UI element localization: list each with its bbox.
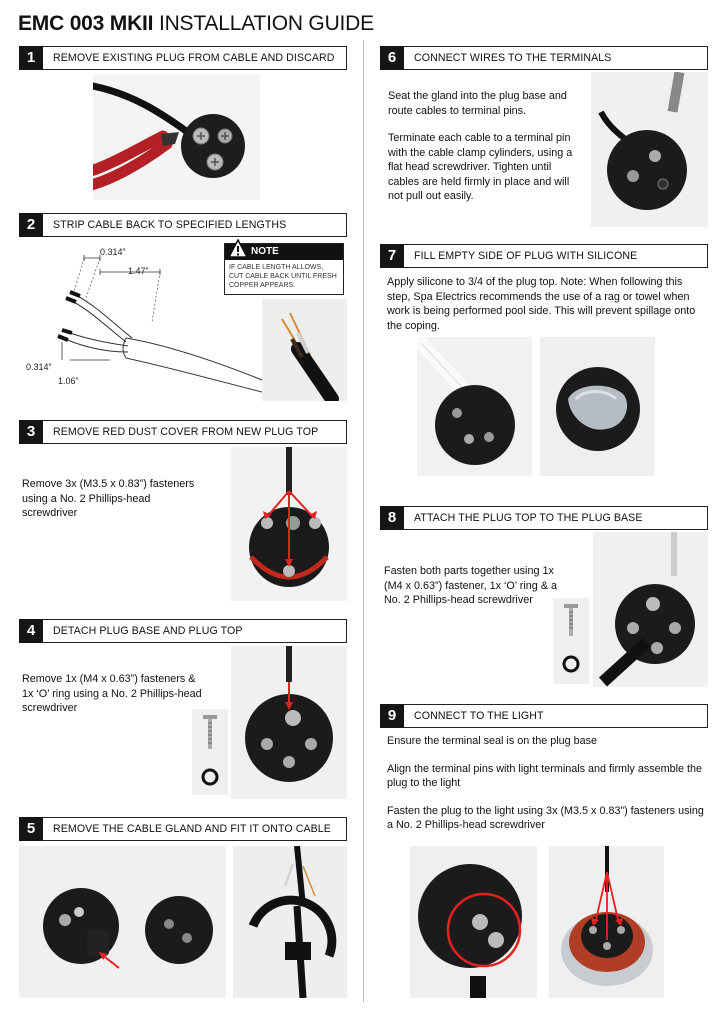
step-1-photo-pliers <box>93 74 260 200</box>
step-1-header: 1 REMOVE EXISTING PLUG FROM CABLE AND DISCARD <box>19 46 347 70</box>
dimension-bottom-long: 1.06” <box>58 376 79 386</box>
step-8-photo-assembled-plug <box>593 532 708 687</box>
step-8-photo-screw-oring <box>553 598 589 684</box>
step-6-text <box>388 89 583 217</box>
dimension-top-long: 1.47” <box>128 266 149 276</box>
step-2-photo-stripped-cable <box>262 299 347 401</box>
step-7-header: 7 FILL EMPTY SIDE OF PLUG WITH SILICONE <box>380 244 708 268</box>
step-8-text: Fasten both parts together using 1x (M4 x 0.63”) fastener, 1x ‘O’ ring & a No. 2 Phillips-head screwdriver <box>384 565 558 606</box>
step-7-text: Apply silicone to 3/4 of the plug top. Note: When following this step, Spa Electrics recommends the use of a rag or towel when work is being performed pool side. This will prevent spillage onto the coping. <box>387 276 696 332</box>
step-6-text-seat: Seat the gland into the plug base and route cables to terminal pins. <box>388 90 567 117</box>
warning-icon <box>228 239 248 259</box>
step-3-header: 3 REMOVE RED DUST COVER FROM NEW PLUG TOP <box>19 420 347 444</box>
note-heading: NOTE <box>225 244 343 260</box>
dimension-bottom-short: 0.314” <box>26 362 52 372</box>
step-2-header: 2 STRIP CABLE BACK TO SPECIFIED LENGTHS <box>19 213 347 237</box>
step-9-text-fasten: Fasten the plug to the light using 3x (M3.5 x 0.83”) fasteners using a No. 2 Phillips-head screwdriver <box>387 804 704 831</box>
column-divider <box>363 40 364 1002</box>
step-6-header: 6 CONNECT WIRES TO THE TERMINALS <box>380 46 708 70</box>
step-6-text-terminate: Terminate each cable to a terminal pin with the cable clamp cylinders, using a flat head screwdriver. Tighten until cables are held firmly in place and will not pull out easily. <box>388 132 573 202</box>
step-7-photo-applying-silicone <box>417 337 532 476</box>
step-7-photo-silicone-filled <box>540 337 655 476</box>
step-9-text-seal: Ensure the terminal seal is on the plug base <box>387 735 598 747</box>
step-9-photo-plug-base-closeup <box>410 846 537 998</box>
step-5-photo-plug-base <box>19 846 226 998</box>
step-6-photo-terminals <box>591 72 708 227</box>
note-text: IF CABLE LENGTH ALLOWS, CUT CABLE BACK UNTIL FRESH COPPER APPEARS. <box>229 264 337 289</box>
step-5-photo-gland <box>233 846 347 998</box>
step-9-header: 9 CONNECT TO THE LIGHT <box>380 704 708 728</box>
step-3-text: Remove 3x (M3.5 x 0.83”) fasteners using a No. 2 Phillips-head screwdriver <box>22 478 195 519</box>
step-4-text: Remove 1x (M4 x 0.63”) fasteners & 1x ‘O’ ring using a No. 2 Phillips-head screwdriver <box>22 673 202 714</box>
dimension-top-short: 0.314” <box>100 247 126 257</box>
step-5-header: 5 REMOVE THE CABLE GLAND AND FIT IT ONTO CABLE <box>19 817 347 841</box>
note-box <box>224 243 344 295</box>
step-9-text <box>387 734 707 846</box>
page-title: EMC 003 MKII INSTALLATION GUIDE <box>18 12 374 35</box>
step-4-photo-screw-oring <box>192 709 228 795</box>
step-3-photo-plug-top <box>231 447 347 601</box>
step-4-photo-plug <box>231 646 347 799</box>
step-8-header: 8 ATTACH THE PLUG TOP TO THE PLUG BASE <box>380 506 708 530</box>
step-9-text-align: Align the terminal pins with light terminals and firmly assemble the plug to the light <box>387 762 703 789</box>
step-9-photo-light-assembly <box>549 846 664 998</box>
step-4-header: 4 DETACH PLUG BASE AND PLUG TOP <box>19 619 347 643</box>
